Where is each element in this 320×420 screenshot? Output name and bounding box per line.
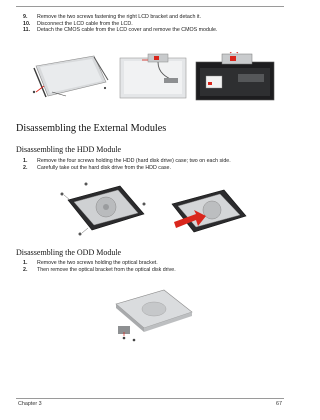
bottom-rule xyxy=(16,398,284,399)
step-text: Disconnect the LCD cable from the LCD. xyxy=(37,20,133,27)
footer-page-number: 67 xyxy=(276,401,282,407)
step-item xyxy=(23,165,278,172)
optical-drive-photo xyxy=(108,282,198,344)
top-rule xyxy=(16,6,284,7)
step-text: Remove the two screws fastening the right LCD bracket and detach it. xyxy=(37,14,201,20)
step-number: 11. xyxy=(23,27,31,34)
cmos-module-photo xyxy=(194,52,278,102)
step-text: Remove the four screws holding the HDD (hard disk drive) case; two on each side. xyxy=(37,158,231,164)
hdd-removal-photo xyxy=(160,182,252,242)
lcd-cable-photo xyxy=(118,52,190,102)
step-number: 1. xyxy=(23,158,28,164)
step-item xyxy=(23,21,278,28)
step-item xyxy=(23,27,278,34)
step-item xyxy=(23,260,278,267)
step-text: Detach the CMOS cable from the LCD cover and remove the CMOS module. xyxy=(37,27,218,34)
lcd-bracket-photo xyxy=(30,52,112,100)
step-number: 2. xyxy=(23,266,28,273)
step-number: 1. xyxy=(23,260,28,266)
step-item xyxy=(23,14,278,21)
hdd-steps-list xyxy=(23,158,278,171)
step-item xyxy=(23,158,278,165)
step-text: Carefully take out the hard disk drive from the HDD case. xyxy=(37,164,171,171)
odd-steps-list xyxy=(23,260,278,273)
step-number: 10. xyxy=(23,20,31,27)
step-item xyxy=(23,267,278,274)
step-number: 2. xyxy=(23,164,28,171)
section-title-odd: Disassembling the ODD Module xyxy=(16,248,122,257)
step-text: Remove the two screws holding the optical bracket. xyxy=(37,260,158,266)
step-text: Then remove the optical bracket from the optical disk drive. xyxy=(37,266,176,273)
section-title-hdd: Disassembling the HDD Module xyxy=(16,145,122,154)
lcd-steps-list xyxy=(23,14,278,34)
step-number: 9. xyxy=(23,14,28,20)
hdd-screws-photo xyxy=(58,180,150,242)
footer-chapter: Chapter 3 xyxy=(18,401,42,407)
section-title-external-modules: Disassembling the External Modules xyxy=(16,123,167,134)
